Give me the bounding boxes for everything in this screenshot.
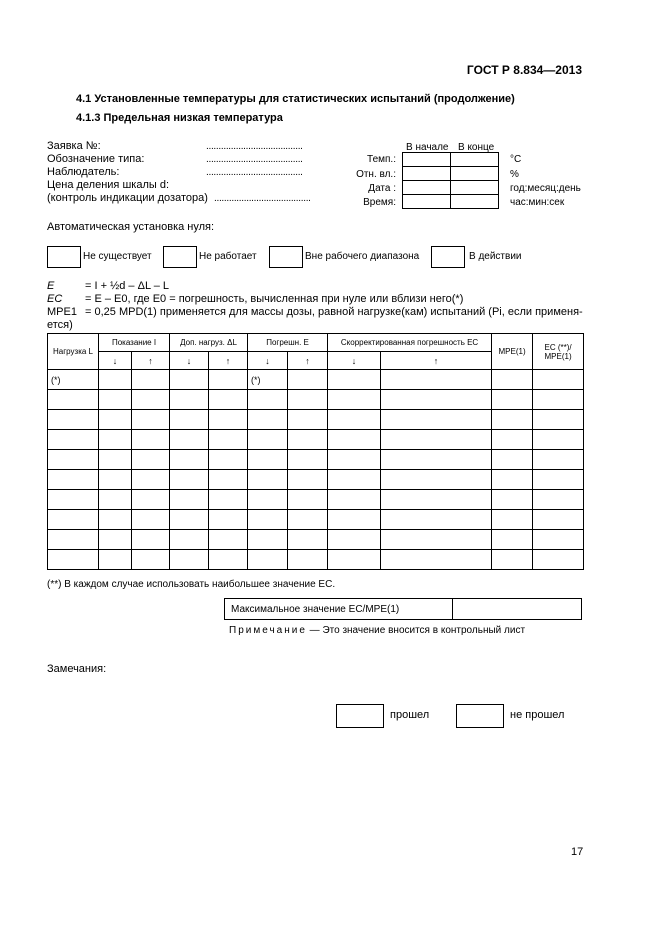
option-out-of-range-checkbox[interactable] bbox=[269, 246, 303, 268]
corrected-error-header: Скорректированная погрешность EC bbox=[328, 334, 492, 352]
date-unit: год:месяц:день bbox=[510, 183, 581, 194]
table-cell[interactable] bbox=[132, 510, 170, 530]
application-number-label: Заявка №: bbox=[47, 140, 101, 152]
table-cell[interactable] bbox=[48, 450, 99, 470]
table-cell[interactable] bbox=[99, 550, 132, 570]
table-cell[interactable] bbox=[328, 550, 381, 570]
table-cell[interactable] bbox=[132, 430, 170, 450]
arrow-up-icon: ↑ bbox=[381, 352, 492, 370]
table-cell[interactable] bbox=[132, 530, 170, 550]
table-cell[interactable]: (*) bbox=[48, 370, 99, 390]
formula-mpe-symbol: MPE1 bbox=[47, 306, 77, 318]
arrow-down-icon: ↓ bbox=[248, 352, 288, 370]
table-cell[interactable] bbox=[209, 430, 248, 450]
table-cell[interactable] bbox=[48, 390, 99, 410]
table-cell[interactable] bbox=[492, 450, 533, 470]
table-row bbox=[48, 550, 584, 570]
temp-unit: °C bbox=[510, 154, 522, 165]
note-label: Примечание bbox=[229, 625, 307, 636]
table-cell[interactable] bbox=[209, 410, 248, 430]
table-cell[interactable] bbox=[48, 410, 99, 430]
table-cell[interactable] bbox=[533, 430, 584, 450]
table-cell[interactable] bbox=[533, 530, 584, 550]
section-heading: 4.1 Установленные температуры для статистических испытаний (продолжение) bbox=[76, 93, 515, 105]
table-cell[interactable] bbox=[132, 410, 170, 430]
table-cell[interactable] bbox=[328, 390, 381, 410]
table-cell[interactable] bbox=[533, 550, 584, 570]
table-cell[interactable] bbox=[288, 450, 328, 470]
fail-checkbox[interactable] bbox=[456, 704, 504, 728]
table-row bbox=[48, 410, 584, 430]
arrow-up-icon: ↑ bbox=[288, 352, 328, 370]
observer-field[interactable]: ....................................... bbox=[206, 167, 303, 178]
table-cell[interactable] bbox=[170, 530, 209, 550]
table-cell[interactable] bbox=[209, 550, 248, 570]
test-results-table bbox=[47, 333, 584, 570]
table-cell[interactable] bbox=[381, 550, 492, 570]
table-cell[interactable] bbox=[209, 490, 248, 510]
start-column-header: В начале bbox=[406, 142, 449, 153]
table-cell[interactable] bbox=[492, 390, 533, 410]
table-cell[interactable] bbox=[381, 410, 492, 430]
table-cell[interactable] bbox=[328, 370, 381, 390]
table-cell[interactable] bbox=[288, 510, 328, 530]
table-cell[interactable] bbox=[170, 390, 209, 410]
standard-number: ГОСТ Р 8.834—2013 bbox=[466, 63, 582, 77]
table-cell[interactable] bbox=[248, 550, 288, 570]
table-cell[interactable] bbox=[381, 450, 492, 470]
ratio-header: EC (**)/ MPE(1) bbox=[533, 334, 584, 370]
table-row bbox=[48, 370, 584, 390]
time-label: Время: bbox=[363, 197, 396, 208]
table-row bbox=[48, 430, 584, 450]
table-cell[interactable] bbox=[248, 390, 288, 410]
table-cell[interactable] bbox=[170, 490, 209, 510]
table-cell[interactable] bbox=[381, 490, 492, 510]
table-cell[interactable] bbox=[170, 550, 209, 570]
dispenser-control-field[interactable]: ....................................... bbox=[214, 193, 311, 204]
option-not-exist-label: Не существует bbox=[83, 251, 152, 262]
option-not-working-label: Не работает bbox=[199, 251, 257, 262]
mpe-header: MPE(1) bbox=[492, 334, 533, 370]
table-cell[interactable] bbox=[99, 370, 132, 390]
table-cell[interactable] bbox=[248, 510, 288, 530]
pass-checkbox[interactable] bbox=[336, 704, 384, 728]
table-cell[interactable] bbox=[328, 410, 381, 430]
load-header: Нагрузка L bbox=[48, 334, 99, 370]
table-cell[interactable] bbox=[99, 510, 132, 530]
table-cell[interactable] bbox=[288, 410, 328, 430]
observer-label: Наблюдатель: bbox=[47, 166, 120, 178]
time-end-cell[interactable] bbox=[451, 195, 499, 209]
scale-division-label: Цена деления шкалы d: bbox=[47, 179, 169, 191]
arrow-down-icon: ↓ bbox=[170, 352, 209, 370]
arrow-down-icon: ↓ bbox=[328, 352, 381, 370]
table-cell[interactable] bbox=[381, 510, 492, 530]
table-row bbox=[48, 510, 584, 530]
table-cell[interactable] bbox=[209, 530, 248, 550]
pass-label: прошел bbox=[390, 709, 430, 721]
table-cell[interactable] bbox=[48, 430, 99, 450]
table-cell[interactable] bbox=[492, 550, 533, 570]
table-cell[interactable] bbox=[248, 450, 288, 470]
table-cell[interactable] bbox=[288, 470, 328, 490]
table-cell[interactable] bbox=[288, 530, 328, 550]
table-cell[interactable] bbox=[248, 470, 288, 490]
table-cell[interactable] bbox=[99, 530, 132, 550]
conditions-table bbox=[402, 152, 499, 209]
fail-label: не прошел bbox=[510, 709, 565, 721]
table-cell[interactable] bbox=[492, 430, 533, 450]
table-row bbox=[48, 390, 584, 410]
table-cell[interactable] bbox=[381, 430, 492, 450]
table-cell[interactable] bbox=[288, 550, 328, 570]
max-value-cell[interactable] bbox=[453, 599, 582, 620]
time-unit: час:мин:сек bbox=[510, 197, 565, 208]
error-header: Погрешн. E bbox=[248, 334, 328, 352]
table-row bbox=[48, 530, 584, 550]
date-start-cell[interactable] bbox=[403, 181, 451, 195]
table-cell[interactable] bbox=[170, 510, 209, 530]
table-cell[interactable] bbox=[209, 470, 248, 490]
table-cell[interactable] bbox=[381, 370, 492, 390]
table-cell[interactable] bbox=[48, 470, 99, 490]
date-end-cell[interactable] bbox=[451, 181, 499, 195]
time-start-cell[interactable] bbox=[403, 195, 451, 209]
end-column-header: В конце bbox=[458, 142, 495, 153]
table-cell[interactable] bbox=[248, 410, 288, 430]
arrow-up-icon: ↑ bbox=[209, 352, 248, 370]
table-cell[interactable] bbox=[209, 370, 248, 390]
table-cell[interactable] bbox=[328, 490, 381, 510]
table-cell[interactable] bbox=[132, 470, 170, 490]
formula-mpe-definition: = 0,25 MPD(1) применяется для массы дозы, равной нагрузке(кам) испытаний (Pi, если применя- bbox=[85, 306, 583, 318]
table-cell[interactable] bbox=[533, 470, 584, 490]
auto-zero-title: Автоматическая установка нуля: bbox=[47, 221, 215, 233]
table-cell[interactable]: (*) bbox=[248, 370, 288, 390]
table-cell[interactable] bbox=[132, 450, 170, 470]
table-cell[interactable] bbox=[492, 530, 533, 550]
table-cell[interactable] bbox=[492, 410, 533, 430]
add-load-header: Доп. нагруз. ΔL bbox=[170, 334, 248, 352]
table-cell[interactable] bbox=[170, 450, 209, 470]
temp-end-cell[interactable] bbox=[451, 153, 499, 167]
option-out-of-range-label: Вне рабочего диапазона bbox=[305, 251, 420, 262]
page-number: 17 bbox=[571, 846, 584, 858]
date-label: Дата : bbox=[368, 183, 396, 194]
table-cell[interactable] bbox=[99, 450, 132, 470]
temp-start-cell[interactable] bbox=[403, 153, 451, 167]
table-cell[interactable] bbox=[248, 530, 288, 550]
option-in-action-label: В действии bbox=[469, 251, 522, 262]
table-cell[interactable] bbox=[381, 530, 492, 550]
table-footnote: (**) В каждом случае использовать наибольшее значение EC. bbox=[47, 579, 336, 590]
table-cell[interactable] bbox=[288, 430, 328, 450]
formula-mpe-continuation: ется) bbox=[47, 319, 73, 331]
table-cell[interactable] bbox=[48, 550, 99, 570]
table-cell[interactable] bbox=[170, 410, 209, 430]
table-cell[interactable] bbox=[492, 510, 533, 530]
table-cell[interactable] bbox=[48, 510, 99, 530]
table-cell[interactable] bbox=[328, 530, 381, 550]
formula-ec-definition: = E – E0, где E0 = погрешность, вычисленная при нуле или вблизи него(*) bbox=[85, 293, 464, 305]
table-cell[interactable] bbox=[132, 490, 170, 510]
table-cell[interactable] bbox=[209, 390, 248, 410]
table-cell[interactable] bbox=[170, 430, 209, 450]
arrow-up-icon: ↑ bbox=[132, 352, 170, 370]
humidity-start-cell[interactable] bbox=[403, 167, 451, 181]
table-cell[interactable] bbox=[533, 510, 584, 530]
table-cell[interactable] bbox=[328, 450, 381, 470]
arrow-down-icon: ↓ bbox=[99, 352, 132, 370]
table-cell[interactable] bbox=[381, 470, 492, 490]
table-cell[interactable] bbox=[132, 550, 170, 570]
table-cell[interactable] bbox=[381, 390, 492, 410]
type-designation-label: Обозначение типа: bbox=[47, 153, 145, 165]
formula-e-symbol: E bbox=[47, 280, 55, 292]
table-cell[interactable] bbox=[248, 490, 288, 510]
remarks-label: Замечания: bbox=[47, 663, 107, 675]
table-cell[interactable] bbox=[209, 510, 248, 530]
table-cell[interactable] bbox=[248, 430, 288, 450]
table-cell[interactable] bbox=[170, 470, 209, 490]
table-cell[interactable] bbox=[533, 450, 584, 470]
table-cell[interactable] bbox=[99, 470, 132, 490]
table-cell[interactable] bbox=[99, 410, 132, 430]
type-designation-field[interactable]: ....................................... bbox=[206, 154, 303, 165]
table-cell[interactable] bbox=[533, 370, 584, 390]
subsection-heading: 4.1.3 Предельная низкая температура bbox=[76, 112, 283, 124]
table-cell[interactable] bbox=[132, 390, 170, 410]
table-row bbox=[48, 470, 584, 490]
humidity-end-cell[interactable] bbox=[451, 167, 499, 181]
table-cell[interactable] bbox=[533, 390, 584, 410]
table-row bbox=[48, 450, 584, 470]
table-cell[interactable] bbox=[492, 370, 533, 390]
table-cell[interactable] bbox=[533, 490, 584, 510]
option-not-working-checkbox[interactable] bbox=[163, 246, 197, 268]
formula-e-definition: = I + ½d – ΔL – L bbox=[85, 280, 169, 292]
humidity-label: Отн. вл.: bbox=[356, 169, 396, 180]
application-number-field[interactable]: ....................................... bbox=[206, 141, 303, 152]
table-cell[interactable] bbox=[48, 490, 99, 510]
table-cell[interactable] bbox=[99, 430, 132, 450]
table-row bbox=[48, 490, 584, 510]
table-cell[interactable] bbox=[288, 370, 328, 390]
table-cell[interactable] bbox=[99, 490, 132, 510]
table-cell[interactable] bbox=[99, 390, 132, 410]
table-cell[interactable] bbox=[492, 490, 533, 510]
temp-label: Темп.: bbox=[367, 154, 396, 165]
humidity-unit: % bbox=[510, 169, 519, 180]
table-cell[interactable] bbox=[328, 430, 381, 450]
table-cell[interactable] bbox=[328, 510, 381, 530]
table-cell[interactable] bbox=[48, 530, 99, 550]
table-cell[interactable] bbox=[533, 410, 584, 430]
table-cell[interactable] bbox=[288, 390, 328, 410]
table-cell[interactable] bbox=[492, 470, 533, 490]
indication-header: Показание I bbox=[99, 334, 170, 352]
table-cell[interactable] bbox=[170, 370, 209, 390]
table-cell[interactable] bbox=[132, 370, 170, 390]
max-value-table bbox=[224, 598, 582, 620]
dispenser-control-label: (контроль индикации дозатора) bbox=[47, 192, 208, 204]
table-cell[interactable] bbox=[328, 470, 381, 490]
table-cell[interactable] bbox=[288, 490, 328, 510]
option-in-action-checkbox[interactable] bbox=[431, 246, 465, 268]
formula-ec-symbol: EC bbox=[47, 293, 63, 305]
note-text: — Это значение вносится в контрольный лист bbox=[306, 625, 526, 636]
note bbox=[229, 625, 525, 636]
option-not-exist-checkbox[interactable] bbox=[47, 246, 81, 268]
table-cell[interactable] bbox=[209, 450, 248, 470]
max-value-label: Максимальное значение EC/MPE(1) bbox=[225, 599, 453, 620]
